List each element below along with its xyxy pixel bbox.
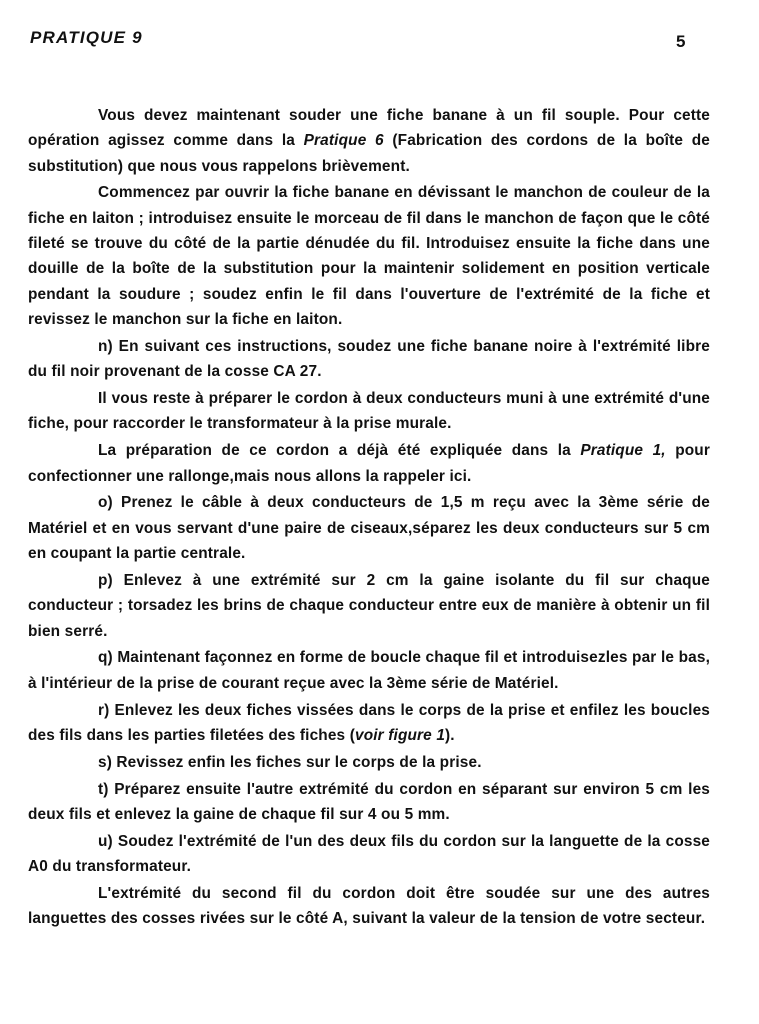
paragraph-step-t: t) Préparez ensuite l'autre extrémité du cordon en séparant sur environ 5 cm les deux fils et enlevez la gaine de chaque fil sur 4 ou 5 mm.	[28, 780, 710, 823]
reference-pratique-1: Pratique 1,	[580, 442, 666, 460]
paragraph-step-n: n) En suivant ces instructions, soudez une fiche banane noire à l'extrémité libre du fil noir provenant de la cosse CA 27.	[28, 337, 710, 381]
paragraph-step-o: o) Prenez le câble à deux conducteurs de 1,5 m reçu avec la 3ème série de Matériel et en vous servant d'une paire de ciseaux,séparez les deux conducteurs sur 5 cm en coupant la partie centrale.	[28, 494, 710, 563]
paragraph-preparation: La préparation de ce cordon a déjà été expliquée dans la Pratique 1, pour confectionner une rallonge,mais nous allons la rappeler ici.	[28, 442, 710, 485]
reference-figure-1: voir figure 1	[354, 726, 446, 744]
paragraph-intro: Vous devez maintenant souder une fiche banane à un fil souple. Pour cette opération agissez comme dans la Pratique 6 (Fabrication des cordons de la boîte de substitution) que nous vous rappelons brièvement.	[28, 107, 710, 175]
paragraph-procedure: Commencez par ouvrir la fiche banane en dévissant le manchon de couleur de la fiche en laiton ; introduisez ensuite le morceau de fil dans le manchon de façon que le côté fileté se trouve du côté de la partie dénudée du fil. Introduisez ensuite la fiche dans une douille de la boîte de la substitution pour la maintenir solidement en position verticale pendant la soudure ; soudez enfin le fil dans l'ouverture de l'extrémité de la fiche et revissez le manchon sur la fiche en laiton.	[28, 184, 710, 328]
body-text	[28, 103, 710, 933]
paragraph-step-q: q) Maintenant façonnez en forme de boucle chaque fil et introduisezles par le bas, à l'intérieur de la prise de courant reçue avec la 3ème série de Matériel.	[28, 649, 710, 692]
paragraph-step-u: u) Soudez l'extrémité de l'un des deux fils du cordon sur la languette de la cosse A0 du transformateur.	[28, 832, 710, 876]
reference-pratique-6: Pratique 6	[303, 132, 384, 150]
paragraph-step-r: r) Enlevez les deux fiches vissées dans le corps de la prise et enfilez les boucles des fils dans les parties filetées des fiches (voir figure 1).	[28, 701, 710, 744]
paragraph-final: L'extrémité du second fil du cordon doit être soudée sur une des autres languettes des cosses rivées sur le côté A, suivant la valeur de la tension de votre secteur.	[28, 885, 710, 928]
paragraph-cordon-intro: Il vous reste à préparer le cordon à deux conducteurs muni à une extrémité d'une fiche, pour raccorder le transformateur à la prise murale.	[28, 390, 710, 433]
paragraph-step-s: s) Revissez enfin les fiches sur le corps de la prise.	[98, 753, 482, 771]
page-number: 5	[676, 32, 686, 51]
paragraph-step-p: p) Enlevez à une extrémité sur 2 cm la gaine isolante du fil sur chaque conducteur ; torsadez les brins de chaque conducteur entre eux de manière à obtenir un fil bien serré.	[28, 571, 710, 640]
section-header: PRATIQUE 9	[30, 28, 143, 47]
